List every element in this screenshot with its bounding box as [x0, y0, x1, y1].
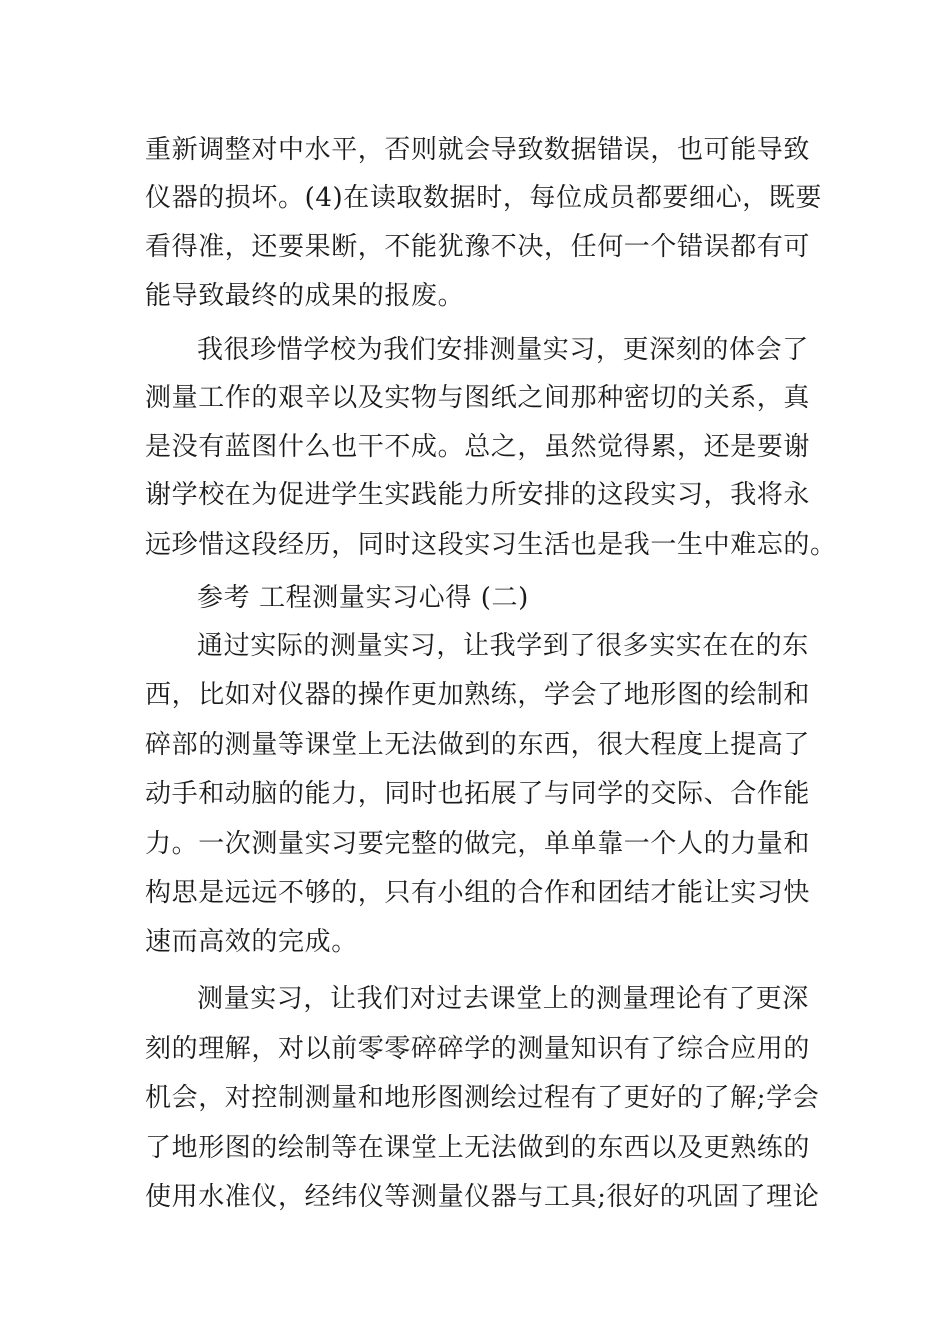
- text-line: 力。一次测量实习要完整的做完，单单靠一个人的力量和: [145, 829, 811, 859]
- text-line: 远珍惜这段经历，同时这段实习生活也是我一生中难忘的。: [145, 530, 837, 560]
- text-line: 重新调整对中水平，否则就会导致数据错误，也可能导致: [145, 135, 811, 165]
- text-line: 西，比如对仪器的操作更加熟练，学会了地形图的绘制和: [145, 680, 811, 710]
- text-line: 谢学校在为促进学生实践能力所安排的这段实习，我将永: [145, 480, 811, 510]
- text-line: 能导致最终的成果的报废。: [145, 281, 465, 311]
- text-line: 动手和动脑的能力，同时也拓展了与同学的交际、合作能: [145, 779, 811, 809]
- paragraph-first-line: 测量实习，让我们对过去课堂上的测量理论有了更深: [197, 984, 809, 1014]
- text-line: 仪器的损坏。(4)在读取数据时，每位成员都要细心，既要: [145, 183, 823, 213]
- section-heading: 参考 工程测量实习心得 (二): [197, 583, 529, 613]
- text-line: 机会，对控制测量和地形图测绘过程有了更好的了解;学会: [145, 1083, 820, 1113]
- text-line: 是没有蓝图什么也干不成。总之，虽然觉得累，还是要谢: [145, 432, 811, 462]
- paragraph-first-line: 我很珍惜学校为我们安排测量实习，更深刻的体会了: [197, 335, 809, 365]
- text-line: 碎部的测量等课堂上无法做到的东西，很大程度上提高了: [145, 730, 811, 760]
- text-line: 测量工作的艰辛以及实物与图纸之间那种密切的关系，真: [145, 383, 811, 413]
- text-line: 刻的理解，对以前零零碎碎学的测量知识有了综合应用的: [145, 1034, 811, 1064]
- text-line: 速而高效的完成。: [145, 927, 358, 957]
- text-line: 使用水准仪，经纬仪等测量仪器与工具;很好的巩固了理论: [145, 1182, 820, 1212]
- text-line: 看得准，还要果断，不能犹豫不决，任何一个错误都有可: [145, 232, 811, 262]
- text-line: 了地形图的绘制等在课堂上无法做到的东西以及更熟练的: [145, 1133, 811, 1163]
- text-line: 构思是远远不够的，只有小组的合作和团结才能让实习快: [145, 878, 811, 908]
- paragraph-first-line: 通过实际的测量实习，让我学到了很多实实在在的东: [197, 631, 809, 661]
